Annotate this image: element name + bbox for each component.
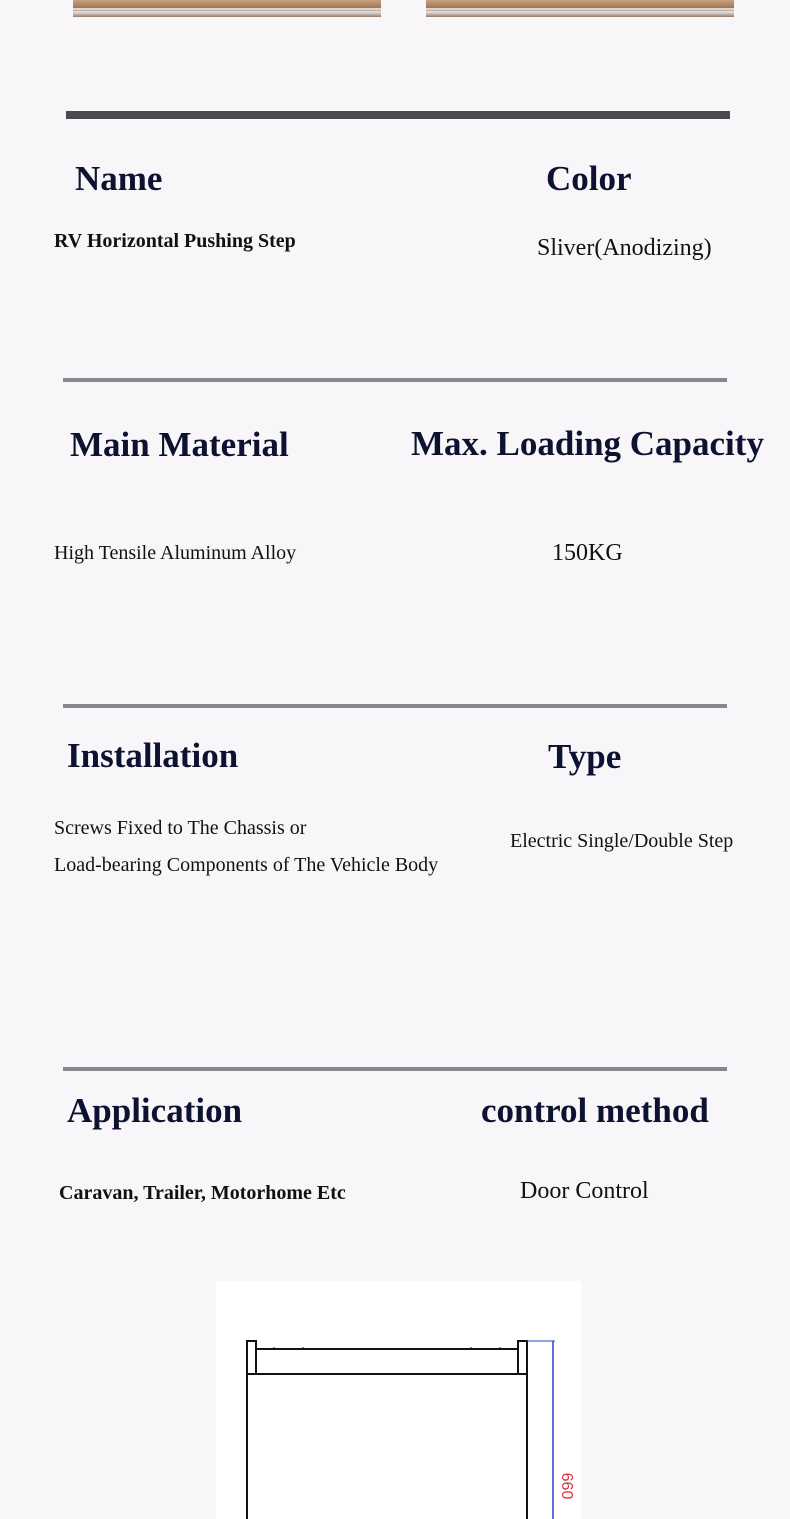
drawing-right-post	[518, 1341, 527, 1374]
installation-value-line1: Screws Fixed to The Chassis or	[54, 817, 307, 839]
color-value: Sliver(Anodizing)	[537, 235, 712, 261]
application-value: Caravan, Trailer, Motorhome Etc	[59, 1182, 346, 1204]
section-divider	[63, 704, 727, 708]
name-heading: Name	[75, 159, 163, 198]
name-value: RV Horizontal Pushing Step	[54, 230, 296, 252]
type-value: Electric Single/Double Step	[510, 830, 734, 852]
technical-drawing-svg	[216, 1281, 581, 1519]
capacity-heading: Max. Loading Capacity	[411, 424, 764, 463]
drawing-left-post	[247, 1341, 256, 1374]
control-method-value: Door Control	[520, 1178, 649, 1204]
capacity-value: 150KG	[552, 540, 623, 566]
application-heading: Application	[67, 1091, 243, 1130]
product-photo-left	[73, 0, 381, 17]
type-heading: Type	[548, 737, 622, 776]
section-divider	[63, 378, 727, 382]
product-photo-right	[426, 0, 734, 17]
installation-value-line2: Load-bearing Components of The Vehicle Body	[54, 854, 439, 876]
material-heading: Main Material	[70, 425, 289, 464]
section-divider	[66, 111, 730, 119]
installation-heading: Installation	[67, 736, 239, 775]
section-divider	[63, 1067, 727, 1071]
control-method-heading: control method	[481, 1091, 709, 1130]
dimension-label: 660	[558, 1472, 575, 1500]
technical-drawing	[216, 1281, 581, 1519]
color-heading: Color	[546, 159, 632, 198]
material-value: High Tensile Aluminum Alloy	[54, 542, 297, 564]
